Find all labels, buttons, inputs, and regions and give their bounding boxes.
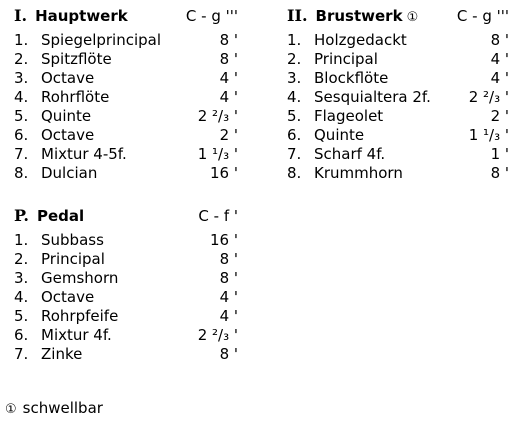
stop-number: 7. (14, 345, 29, 363)
division-numeral: P. (14, 206, 29, 225)
stop-number: 6. (14, 326, 29, 344)
stop-number: 4. (14, 288, 29, 306)
stop-number: 5. (14, 107, 29, 125)
stop-row (287, 88, 509, 107)
stop-list (14, 31, 238, 183)
stop-number: 6. (14, 126, 29, 144)
stop-number: 6. (287, 126, 302, 144)
stop-name: Octave (41, 69, 95, 87)
division-compass: C - g ''' (185, 7, 238, 25)
stop-list (14, 231, 238, 364)
division-name: Pedal (36, 207, 85, 225)
stop-number: 1. (14, 31, 29, 49)
stop-row (14, 107, 238, 126)
stop-number: 2. (14, 50, 29, 68)
division-hauptwerk (14, 5, 238, 183)
stop-pitch: 2 ²/₃ ' (197, 107, 238, 125)
stop-row (14, 50, 238, 69)
stop-pitch: 8 ' (490, 31, 509, 49)
division-pedal (14, 205, 238, 364)
stop-row (14, 145, 238, 164)
stop-row (287, 107, 509, 126)
stop-row (14, 307, 238, 326)
division-header (14, 5, 238, 27)
stop-name: Octave (41, 126, 95, 144)
stop-number: 3. (14, 69, 29, 87)
stop-name: Quinte (41, 107, 92, 125)
stop-row (14, 88, 238, 107)
stop-row (14, 288, 238, 307)
division-header (14, 205, 238, 227)
stop-pitch: 8 ' (490, 164, 509, 182)
stop-pitch: 2 ' (490, 107, 509, 125)
stop-pitch: 4 ' (219, 307, 238, 325)
stop-name: Octave (41, 288, 95, 306)
stop-pitch: 2 ²/₃ ' (197, 326, 238, 344)
stop-row (14, 31, 238, 50)
stop-pitch: 16 ' (210, 231, 238, 249)
stop-pitch: 4 ' (219, 288, 238, 306)
stop-pitch: 4 ' (490, 69, 509, 87)
division-numeral: I. (14, 6, 28, 25)
stop-number: 7. (287, 145, 302, 163)
stop-pitch: 1 ' (490, 145, 509, 163)
stop-number: 1. (287, 31, 302, 49)
stop-pitch: 1 ¹/₃ ' (197, 145, 238, 163)
swell-mark-icon: ① (406, 10, 419, 25)
division-compass: C - f ' (198, 207, 238, 225)
stop-number: 2. (14, 250, 29, 268)
stop-row (287, 50, 509, 69)
stop-number: 5. (287, 107, 302, 125)
stop-name: Subbass (41, 231, 104, 249)
stop-name: Principal (314, 50, 378, 68)
stop-name: Blockflöte (314, 69, 389, 87)
stop-name: Zinke (41, 345, 83, 363)
stop-name: Dulcian (41, 164, 98, 182)
stop-name: Rohrflöte (41, 88, 110, 106)
stop-name: Rohrpfeife (41, 307, 119, 325)
stop-row (14, 126, 238, 145)
stop-row (287, 31, 509, 50)
division-name: Hauptwerk (35, 7, 128, 25)
stop-row (14, 231, 238, 250)
stop-name: Gemshorn (41, 269, 119, 287)
stop-name: Spitzflöte (41, 50, 112, 68)
stop-pitch: 8 ' (219, 50, 238, 68)
stop-number: 8. (287, 164, 302, 182)
stop-row (287, 69, 509, 88)
stop-row (14, 345, 238, 364)
stop-name: Sesquialtera 2f. (314, 88, 431, 106)
stop-name: Krummhorn (314, 164, 403, 182)
stop-name: Mixtur 4f. (41, 326, 112, 344)
stop-pitch: 2 ²/₃ ' (468, 88, 509, 106)
stop-number: 2. (287, 50, 302, 68)
stop-list (287, 31, 509, 183)
stop-pitch: 2 ' (219, 126, 238, 144)
stop-pitch: 1 ¹/₃ ' (468, 126, 509, 144)
stop-name: Scharf 4f. (314, 145, 386, 163)
stop-pitch: 8 ' (219, 31, 238, 49)
stop-pitch: 4 ' (219, 69, 238, 87)
stop-row (287, 145, 509, 164)
stop-row (14, 164, 238, 183)
stop-number: 1. (14, 231, 29, 249)
stop-name: Quinte (314, 126, 365, 144)
division-brustwerk (287, 5, 509, 183)
stop-row (14, 69, 238, 88)
stop-number: 4. (14, 88, 29, 106)
stop-pitch: 8 ' (219, 345, 238, 363)
stop-pitch: 8 ' (219, 269, 238, 287)
stop-number: 5. (14, 307, 29, 325)
stop-name: Mixtur 4-5f. (41, 145, 127, 163)
stop-pitch: 16 ' (210, 164, 238, 182)
stop-row (14, 269, 238, 288)
division-name: Brustwerk (315, 7, 403, 25)
stop-number: 3. (14, 269, 29, 287)
division-compass: C - g ''' (456, 7, 509, 25)
stop-number: 3. (287, 69, 302, 87)
footnote (5, 398, 103, 418)
stop-row (14, 250, 238, 269)
stop-number: 8. (14, 164, 29, 182)
stop-number: 4. (287, 88, 302, 106)
stop-number: 7. (14, 145, 29, 163)
footnote-text: schwellbar (22, 399, 103, 417)
swell-mark-icon: ① (5, 402, 17, 417)
stop-row (14, 326, 238, 345)
stop-pitch: 8 ' (219, 250, 238, 268)
stop-name: Flageolet (314, 107, 384, 125)
stop-row (287, 164, 509, 183)
stop-name: Spiegelprincipal (41, 31, 162, 49)
stop-pitch: 4 ' (490, 50, 509, 68)
stop-name: Holzgedackt (314, 31, 407, 49)
stop-name: Principal (41, 250, 105, 268)
division-header (287, 5, 509, 27)
stop-row (287, 126, 509, 145)
stop-pitch: 4 ' (219, 88, 238, 106)
division-numeral: II. (287, 6, 308, 25)
